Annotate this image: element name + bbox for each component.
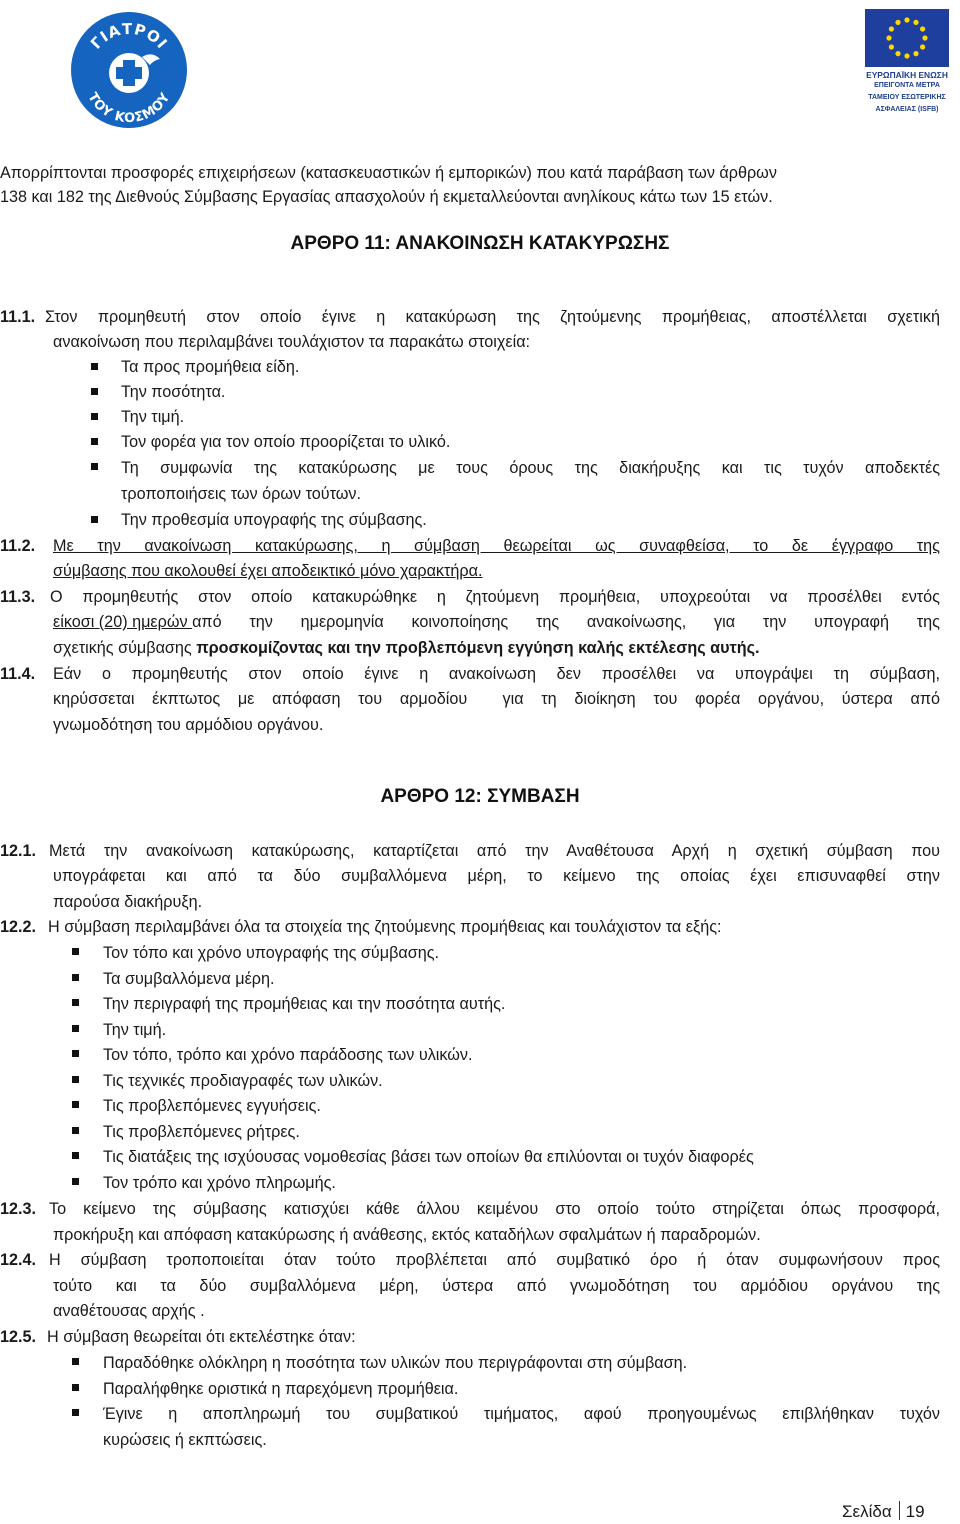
logo-text-top: ΓΙΑΤΡΟΙ <box>87 19 172 53</box>
logo-text-bottom: ΤΟΥ ΚΟΣΜΟΥ <box>84 90 174 127</box>
intro-line-2: 138 και 182 της Διεθνούς Σύμβασης Εργασίας απασχολούν ή εκμεταλλεύονται ανηλίκους κάτω των 15 ετών. <box>0 188 773 206</box>
list-item: Τις προβλεπόμενες εγγυήσεις. <box>103 1097 321 1115</box>
bullet-icon <box>91 463 98 470</box>
bullet-icon <box>91 413 98 420</box>
paragraph-number: 11.4. <box>0 665 36 683</box>
paragraph-text: Η σύμβαση τροποποιείται όταν τούτο προβλέπεται από συμβατικό όρο ή όταν συμφωνήσουν προς <box>49 1251 940 1269</box>
paragraph-11-3-line-1 <box>0 587 940 607</box>
bullet-icon <box>72 1358 79 1365</box>
paragraph-text: Το κείμενο της σύμβασης κατισχύει κάθε άλλου κειμένου στο οποίο τούτο στηρίζεται όπως προσφορά, <box>49 1200 940 1218</box>
article-11-heading: ΑΡΘΡΟ 11: ΑΝΑΚΟΙΝΩΣΗ ΚΑΤΑΚΥΡΩΣΗΣ <box>290 233 670 254</box>
bullet-icon <box>72 1127 79 1134</box>
paragraph-number: 12.2. <box>0 918 37 936</box>
eu-flag-icon <box>865 9 949 67</box>
list-item: Τις τεχνικές προδιαγραφές των υλικών. <box>103 1072 383 1090</box>
list-item: Την προθεσμία υπογραφής της σύμβασης. <box>121 511 427 529</box>
list-item: Έγινε η αποπληρωμή του συμβατικού τιμήματος, αφού προηγουμένως επιβλήθηκαν τυχόν <box>103 1405 940 1423</box>
paragraph-12-5-line-1 <box>0 1327 356 1347</box>
paragraph-text: Η σύμβαση περιλαμβάνει όλα τα στοιχεία της ζητούμενης προμήθειας και τουλάχιστον τα εξής: <box>48 918 722 936</box>
paragraph-text: Στον προμηθευτή στον οποίο έγινε η κατακύρωση της ζητούμενης προμήθειας, αποστέλλεται σχετική <box>45 308 940 326</box>
list-item: Τον τρόπο και χρόνο πληρωμής. <box>103 1174 336 1192</box>
paragraph-number: 12.3. <box>0 1200 37 1218</box>
paragraph-text: Με την ανακοίνωση κατακύρωσης, η σύμβαση θεωρείται ως συναφθείσα, το δε έγγραφο της <box>53 537 940 555</box>
paragraph-text: σχετικής σύμβασης <box>53 639 197 657</box>
list-item: Την ποσότητα. <box>121 383 226 401</box>
list-item: Τις διατάξεις της ισχύουσας νομοθεσίας βάσει των οποίων θα επιλύονται οι τυχόν διαφορές <box>103 1148 754 1166</box>
intro-line-1: Απορρίπτονται προσφορές επιχειρήσεων (κατασκευαστικών ή εμπορικών) που κατά παράβαση των άρθρων <box>0 164 777 182</box>
paragraph-12-4-line-2: τούτο και τα δύο συμβαλλόμενα μέρη, ύστερα από γνωμοδότηση του αρμόδιου οργάνου της <box>53 1277 940 1295</box>
paragraph-12-4-line-3: αναθέτουσας αρχής . <box>53 1302 205 1320</box>
paragraph-11-2-line-2: σύμβασης που ακολουθεί έχει αποδεικτικό μόνο χαρακτήρα. <box>53 562 483 580</box>
page-label: Σελίδα <box>842 1502 892 1521</box>
paragraph-12-1-line-1 <box>0 841 940 861</box>
bullet-icon <box>72 1409 79 1416</box>
bullet-icon <box>72 948 79 955</box>
paragraph-12-1-line-3: παρούσα διακήρυξη. <box>53 893 203 911</box>
bullet-icon <box>91 388 98 395</box>
list-item: Τα προς προμήθεια είδη. <box>121 358 300 376</box>
bullet-icon <box>91 516 98 523</box>
page-number: 19 <box>905 1502 925 1521</box>
paragraph-text: Η σύμβαση θεωρείται ότι εκτελέστηκε όταν: <box>47 1328 356 1346</box>
bullet-icon <box>91 438 98 445</box>
paragraph-number: 12.5. <box>0 1328 37 1346</box>
bullet-icon <box>72 1050 79 1057</box>
paragraph-12-2-line-1 <box>0 917 722 937</box>
paragraph-number: 11.3. <box>0 588 36 606</box>
paragraph-11-3-line-2 <box>53 612 940 632</box>
eu-logo-line4: ΑΣΦΑΛΕΙΑΣ (ISFB) <box>875 106 939 113</box>
paragraph-text: Μετά την ανακοίνωση κατακύρωσης, καταρτίζεται από την Αναθέτουσα Αρχή η σχετική σύμβαση που <box>49 842 940 860</box>
paragraph-number: 12.4. <box>0 1251 37 1269</box>
eu-logo-line1: ΕΥΡΩΠΑΪΚΗ ΕΝΩΣΗ <box>866 70 948 80</box>
paragraph-number: 11.1. <box>0 308 36 326</box>
eu-logo-line3: ΤΑΜΕΙΟΥ ΕΣΩΤΕΡΙΚΗΣ <box>868 94 946 101</box>
paragraph-number: 11.2. <box>0 537 36 555</box>
paragraph-12-4-line-1 <box>0 1250 940 1270</box>
paragraph-11-1-line-2: ανακοίνωση που περιλαμβάνει τουλάχιστον τα παρακάτω στοιχεία: <box>53 333 531 351</box>
paragraph-11-4-line-1 <box>0 664 940 684</box>
bullet-icon <box>72 1076 79 1083</box>
paragraph-11-4-line-3: γνωμοδότηση του αρμόδιου οργάνου. <box>53 716 324 734</box>
list-item: Τις προβλεπόμενες ρήτρες. <box>103 1123 300 1141</box>
list-item: Την περιγραφή της προμήθειας και την ποσότητα αυτής. <box>103 995 506 1013</box>
doctors-of-the-world-logo <box>70 11 188 129</box>
bullet-icon <box>72 974 79 981</box>
bullet-icon <box>72 1101 79 1108</box>
eu-logo-line2: ΕΠΕΙΓΟΝΤΑ ΜΕΤΡΑ <box>874 82 940 89</box>
paragraph-12-3-line-1 <box>0 1199 940 1219</box>
list-item: Παραδόθηκε ολόκληρη η ποσότητα των υλικών που περιγράφονται στη σύμβαση. <box>103 1354 688 1372</box>
page-footer <box>842 1501 925 1522</box>
list-item: Τον φορέα για τον οποίο προορίζεται το υλικό. <box>121 433 451 451</box>
list-item: Την τιμή. <box>103 1021 167 1039</box>
footer-divider <box>899 1501 900 1520</box>
bullet-icon <box>72 999 79 1006</box>
paragraph-12-3-line-2: προκήρυξη και απόφαση κατακύρωσης ή ανάθεσης, εκτός καταδήλων σφαλμάτων ή παραδρομών. <box>53 1226 761 1244</box>
paragraph-text: Εάν ο προμηθευτής στον οποίο έγινε η ανακοίνωση δεν προσέλθει να υπογράψει τη σύμβαση, <box>53 665 940 683</box>
european-union-isf-logo <box>861 9 953 121</box>
bold-guarantee-text: προσκομίζοντας και την προβλεπόμενη εγγύηση καλής εκτέλεσης αυτής. <box>196 639 760 657</box>
deadline-text: είκοσι (20) ημερών <box>53 613 193 631</box>
list-item: Τον τόπο, τρόπο και χρόνο παράδοσης των υλικών. <box>103 1046 473 1064</box>
article-12-heading: ΑΡΘΡΟ 12: ΣΥΜΒΑΣΗ <box>380 786 580 807</box>
paragraph-11-1-line-1 <box>0 307 940 327</box>
list-item: Παραλήφθηκε οριστικά η παρεχόμενη προμήθεια. <box>103 1380 459 1398</box>
list-item: Την τιμή. <box>121 408 185 426</box>
paragraph-12-1-line-2: υπογράφεται και από τα δύο συμβαλλόμενα μέρη, το κείμενο της οποίας έχει επισυναφθεί στην <box>53 867 940 885</box>
paragraph-text: Ο προμηθευτής στον οποίο κατακυρώθηκε η ζητούμενη προμήθεια, υποχρεούται να προσέλθει εντός <box>50 588 940 606</box>
paragraph-text: από την ημερομηνία κοινοποίησης της ανακοίνωσης, για την υπογραφή της <box>192 613 940 631</box>
list-item: Τα συμβαλλόμενα μέρη. <box>103 970 275 988</box>
paragraph-number: 12.1. <box>0 842 37 860</box>
paragraph-11-4-line-2: κηρύσσεται έκπτωτος με απόφαση του αρμοδίου για τη διοίκηση του φορέα οργάνου, ύστερα από <box>53 690 940 708</box>
bullet-icon <box>72 1152 79 1159</box>
bullet-icon <box>91 363 98 370</box>
list-item-continuation: κυρώσεις ή εκπτώσεις. <box>103 1431 267 1449</box>
list-item: Τον τόπο και χρόνο υπογραφής της σύμβασης. <box>103 944 440 962</box>
bullet-icon <box>72 1025 79 1032</box>
paragraph-11-3-line-3 <box>53 638 760 658</box>
paragraph-11-2-line-1 <box>0 536 940 556</box>
bullet-icon <box>72 1384 79 1391</box>
bullet-icon <box>72 1178 79 1185</box>
list-item: Τη συμφωνία της κατακύρωσης με τους όρους της διακήρυξης και τις τυχόν αποδεκτές <box>121 459 940 477</box>
list-item-continuation: τροποποιήσεις των όρων τούτων. <box>121 485 361 503</box>
